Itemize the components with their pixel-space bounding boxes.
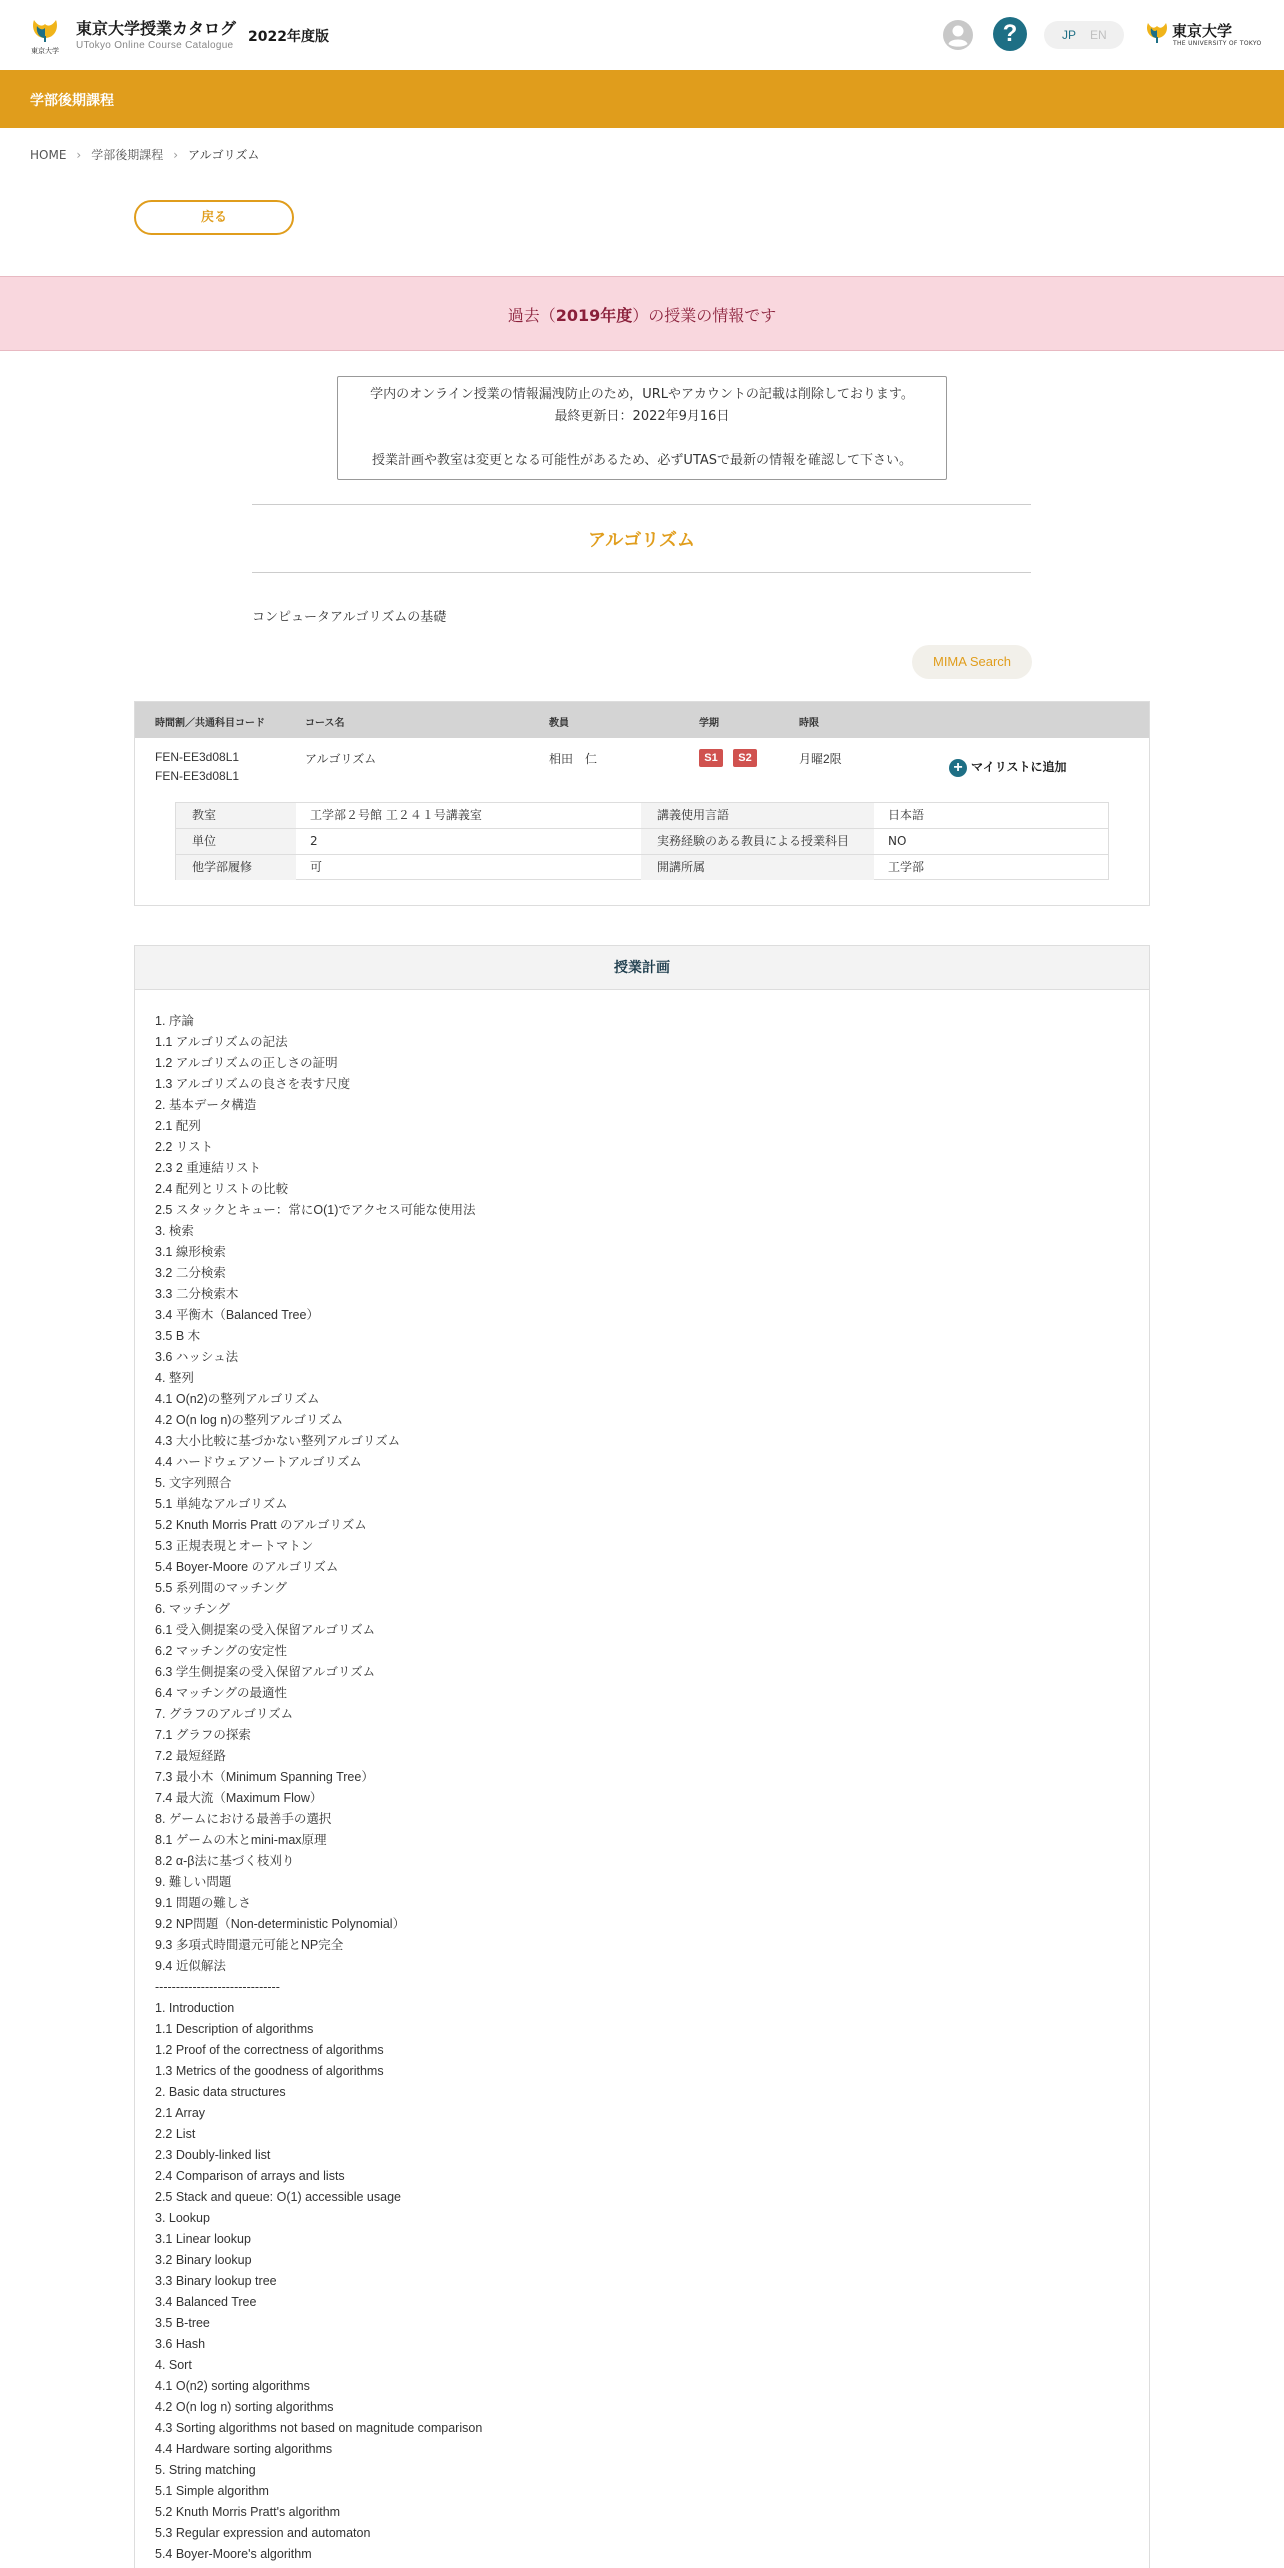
list-item: 4.2 O(n log n)の整列アルゴリズム: [155, 1413, 344, 1427]
detail-value-credits: 2: [310, 834, 318, 848]
past-info-text: [0, 303, 1284, 326]
term-badge-s1: S1: [699, 749, 723, 767]
list-item: 3.2 二分検索: [155, 1266, 226, 1280]
detail-value-classroom: 工学部２号館 工２４１号講義室: [310, 808, 482, 822]
list-item: 1. 序論: [155, 1014, 194, 1028]
past-info-prefix: 過去（: [507, 306, 556, 325]
list-item: 8.2 α-β法に基づく枝刈り: [155, 1854, 295, 1868]
list-item: 2. Basic data structures: [155, 2085, 286, 2099]
list-item: 4.4 Hardware sorting algorithms: [155, 2442, 333, 2456]
list-item: 5.4 Boyer-Moore's algorithm: [155, 2547, 312, 2561]
list-item: 7.4 最大流（Maximum Flow）: [155, 1791, 323, 1805]
back-button[interactable]: 戻る: [134, 200, 294, 235]
list-item: 5.4 Boyer-Moore のアルゴリズム: [155, 1560, 339, 1574]
list-item: 5.3 Regular expression and automaton: [155, 2526, 371, 2540]
list-item: 3.5 B-tree: [155, 2316, 210, 2330]
header-instructor: 教員: [549, 718, 569, 729]
lang-jp[interactable]: JP: [1062, 28, 1077, 42]
list-item: 3.6 Hash: [155, 2337, 206, 2351]
list-item: 7.3 最小木（Minimum Spanning Tree）: [155, 1770, 374, 1784]
list-item: 3.3 二分検索木: [155, 1287, 239, 1301]
list-item: 4.3 大小比較に基づかない整列アルゴリズム: [155, 1434, 401, 1448]
list-item: 5.1 Simple algorithm: [155, 2484, 269, 2498]
list-item: 6.3 学生側提案の受入保留アルゴリズム: [155, 1665, 376, 1679]
list-item: 4.1 O(n2)の整列アルゴリズム: [155, 1392, 320, 1406]
header-term: 学期: [699, 718, 719, 729]
list-item: 1.3 アルゴリズムの良さを表す尺度: [155, 1077, 351, 1091]
list-item: 9. 難しい問題: [155, 1875, 232, 1889]
language-switch[interactable]: [1044, 21, 1124, 49]
title-divider-top: [252, 504, 1031, 505]
list-item: 4.4 ハードウェアソートアルゴリズム: [155, 1455, 362, 1469]
detail-value-practical: NO: [888, 834, 907, 848]
list-item: 1.3 Metrics of the goodness of algorithms: [155, 2064, 384, 2078]
list-item: 9.4 近似解法: [155, 1959, 226, 1973]
list-item: 5. 文字列照合: [155, 1476, 232, 1490]
detail-value-other-faculty: 可: [310, 860, 323, 874]
site-subtitle: UTokyo Online Course Catalogue: [76, 40, 234, 51]
detail-label-other-faculty: 他学部履修: [176, 855, 296, 880]
utokyo-ginkgo-logo[interactable]: [28, 12, 62, 56]
course-code: FEN-EE3d08L1: [155, 750, 240, 764]
detail-row: [176, 803, 1108, 829]
list-item: 2.3 2 重連結リスト: [155, 1161, 262, 1175]
header-period: 時限: [799, 718, 819, 729]
list-item: 7.2 最短経路: [155, 1749, 226, 1763]
lang-en[interactable]: EN: [1090, 28, 1107, 42]
header-course-name: コース名: [305, 718, 345, 729]
list-item: 6.2 マッチングの安定性: [155, 1644, 287, 1658]
plus-circle-icon: +: [949, 759, 967, 777]
detail-value-faculty: 工学部: [888, 860, 925, 874]
list-item: 2. 基本データ構造: [155, 1098, 257, 1112]
list-item: 6.4 マッチングの最適性: [155, 1686, 287, 1700]
list-item: 5.5 系列間のマッチング: [155, 1581, 287, 1595]
detail-label-faculty: 開講所属: [641, 855, 874, 880]
site-header: [0, 0, 1284, 70]
table-header: [135, 702, 1149, 738]
svg-text:東京大学: 東京大学: [31, 47, 59, 55]
help-icon[interactable]: ?: [993, 17, 1027, 51]
add-to-mylist-button[interactable]: [949, 758, 1067, 777]
list-item: 6. マッチング: [155, 1602, 231, 1616]
breadcrumb-home[interactable]: HOME: [30, 148, 67, 162]
term-badge-s2: S2: [733, 749, 757, 767]
common-course-code: FEN-EE3d08L1: [155, 769, 240, 783]
lesson-plan-title: 授業計画: [135, 946, 1149, 990]
university-ginkgo-icon: [1144, 18, 1170, 48]
list-item: 3.5 B 木: [155, 1329, 201, 1343]
course-subtitle: コンピュータアルゴリズムの基礎: [252, 610, 447, 625]
year-edition: 2022年度版: [248, 29, 329, 45]
list-item: 2.1 配列: [155, 1119, 201, 1133]
notice-line-privacy: 学内のオンライン授業の情報漏洩防止のため，URLやアカウントの記載は削除しております。: [370, 387, 914, 402]
list-item: 3.1 線形検索: [155, 1245, 226, 1259]
list-item: 8. ゲームにおける最善手の選択: [155, 1812, 332, 1826]
site-title[interactable]: 東京大学授業カタログ: [76, 19, 237, 38]
list-item: 2.1 Array: [155, 2106, 206, 2120]
notice-line-updated: 最終更新日：2022年9月16日: [554, 409, 730, 424]
list-item: 3. 検索: [155, 1224, 194, 1238]
course-info-table: [134, 701, 1150, 906]
list-item: 4.2 O(n log n) sorting algorithms: [155, 2400, 334, 2414]
course-title: アルゴリズム: [588, 530, 695, 551]
list-item: 4. 整列: [155, 1371, 194, 1385]
list-item: 9.2 NP問題（Non-deterministic Polynomial）: [155, 1917, 406, 1931]
course-detail-grid: [175, 802, 1109, 880]
list-item: 2.5 スタックとキュー：常にO(1)でアクセス可能な使用法: [155, 1203, 476, 1217]
list-item: 2.5 Stack and queue: O(1) accessible usage: [155, 2190, 401, 2204]
university-name-en: THE UNIVERSITY OF TOKYO: [1173, 40, 1262, 47]
detail-label-classroom: 教室: [176, 803, 296, 828]
lesson-plan-list: [155, 1011, 482, 2565]
past-info-year: 2019年度: [555, 306, 633, 325]
detail-label-credits: 単位: [176, 829, 296, 854]
list-item: 3.4 平衡木（Balanced Tree）: [155, 1308, 319, 1322]
past-info-suffix: ）の授業の情報です: [632, 306, 777, 325]
list-item: 1.2 アルゴリズムの正しさの証明: [155, 1056, 338, 1070]
add-to-mylist-label: マイリストに追加: [971, 760, 1067, 774]
list-item: 1.2 Proof of the correctness of algorithms: [155, 2043, 384, 2057]
list-item: 1.1 Description of algorithms: [155, 2022, 314, 2036]
list-item: 9.3 多項式時間還元可能とNP完全: [155, 1938, 344, 1952]
detail-label-practical: 実務経験のある教員による授業科目: [641, 829, 874, 854]
lesson-plan-card: [134, 945, 1150, 2568]
list-item: 3.6 ハッシュ法: [155, 1350, 239, 1364]
list-item: 4.3 Sorting algorithms not based on magnitude comparison: [155, 2421, 483, 2435]
list-item: 3.1 Linear lookup: [155, 2232, 251, 2246]
list-item: 9.1 問題の難しさ: [155, 1896, 251, 1910]
list-item: 2.2 List: [155, 2127, 196, 2141]
list-item: 4. Sort: [155, 2358, 192, 2372]
title-divider-bottom: [252, 572, 1031, 573]
list-item: 7. グラフのアルゴリズム: [155, 1707, 294, 1721]
detail-value-language: 日本語: [888, 808, 925, 822]
instructor-name: 相田 仁: [549, 752, 598, 766]
list-item: 2.3 Doubly-linked list: [155, 2148, 271, 2162]
list-item: 5. String matching: [155, 2463, 256, 2477]
list-item: 3.2 Binary lookup: [155, 2253, 252, 2267]
list-item: 5.3 正規表現とオートマトン: [155, 1539, 314, 1553]
course-period: 月曜2限: [799, 752, 842, 766]
list-item: 7.1 グラフの探索: [155, 1728, 251, 1742]
course-name: アルゴリズム: [305, 752, 377, 766]
list-item: 1.1 アルゴリズムの記法: [155, 1035, 288, 1049]
list-item: 5.2 Knuth Morris Pratt のアルゴリズム: [155, 1518, 367, 1532]
user-account-icon[interactable]: [942, 19, 974, 51]
chevron-right-icon: ›: [76, 148, 82, 162]
list-item: 2.2 リスト: [155, 1140, 214, 1154]
mima-search-button[interactable]: MIMA Search: [912, 645, 1032, 679]
breadcrumb: [30, 146, 259, 163]
list-item: 3.3 Binary lookup tree: [155, 2274, 277, 2288]
chevron-right-icon: ›: [173, 148, 179, 162]
detail-label-language: 講義使用言語: [641, 803, 874, 828]
list-item: 3.4 Balanced Tree: [155, 2295, 257, 2309]
notice-box: [337, 376, 947, 480]
past-info-banner: [0, 276, 1284, 351]
list-item: 5.1 単純なアルゴリズム: [155, 1497, 288, 1511]
list-item: 5.2 Knuth Morris Pratt's algorithm: [155, 2505, 341, 2519]
university-logo[interactable]: [1144, 18, 1262, 52]
section-bar: [0, 70, 1284, 128]
notice-line-utas: 授業計画や教室は変更となる可能性があるため、必ずUTASで最新の情報を確認して下さい。: [371, 453, 913, 468]
list-item: 2.4 配列とリストの比較: [155, 1182, 289, 1196]
list-item: 6.1 受入側提案の受入保留アルゴリズム: [155, 1623, 376, 1637]
section-title: 学部後期課程: [30, 93, 114, 109]
detail-row: [176, 829, 1108, 855]
detail-row: [176, 855, 1108, 881]
list-item: 4.1 O(n2) sorting algorithms: [155, 2379, 310, 2393]
list-item: 8.1 ゲームの木とmini-max原理: [155, 1833, 327, 1847]
list-item: ------------------------------: [155, 1980, 280, 1994]
university-name-ja: 東京大学: [1172, 22, 1233, 40]
list-item: 1. Introduction: [155, 2001, 235, 2015]
list-item: 2.4 Comparison of arrays and lists: [155, 2169, 345, 2183]
header-code: 時間割／共通科目コード: [155, 718, 265, 729]
list-item: 3. Lookup: [155, 2211, 210, 2225]
breadcrumb-current: アルゴリズム: [188, 148, 260, 162]
breadcrumb-level1[interactable]: 学部後期課程: [91, 148, 164, 162]
